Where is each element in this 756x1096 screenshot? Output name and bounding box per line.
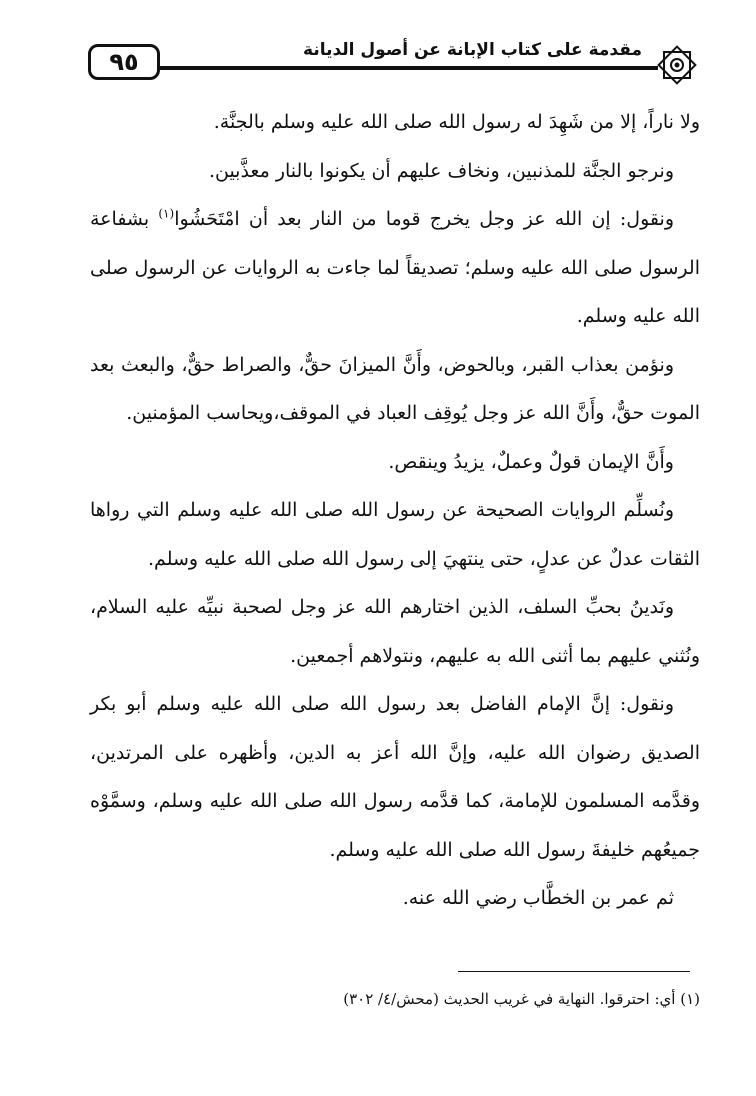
paragraph: ونُسلِّم الروايات الصحيحة عن رسول الله صلى الله عليه وسلم التي رواها الثقات عدلٌ عن عدلٍ، حتى ينتهيَ إلى رسول الله صلى الله عليه وسلم. <box>90 499 700 570</box>
paragraph: ولا ناراً، إلا من شَهِدَ له رسول الله صلى الله عليه وسلم بالجنَّة. <box>213 111 700 133</box>
star-ornament-icon <box>656 44 698 86</box>
footnote: (١) أي: احترقوا. النهاية في غريب الحديث (محش/٤/ ٣٠٢) <box>343 990 700 1008</box>
running-title: مقدمة على كتاب الإبانة عن أصول الديانة <box>303 40 642 60</box>
paragraph: ونرجو الجنَّة للمذنبين، ونخاف عليهم أن يكونوا بالنار معذَّبين. <box>208 159 674 182</box>
main-text <box>90 98 700 923</box>
paragraph: ونقول: إنَّ الإمام الفاضل بعد رسول الله صلى الله عليه وسلم أبو بكر الصديق رضوان الله عليه، وإنَّ الله أعز به الدين، وأظهره على المرتدين، وقدَّمه المسلمون للإمامة، كما قدَّمه رسول الله صلى الله عليه وسلم، وسمَّوْه جميعُهم خليفةَ رسول الله صلى الله عليه وسلم. <box>90 693 700 861</box>
paragraph: ونَدينُ بحبِّ السلف، الذين اختارهم الله عز وجل لصحبة نبيِّه عليه السلام، ونُثني عليهم بما أثنى الله به عليهم، ونتولاهم أجمعين. <box>90 596 700 667</box>
paragraph: وأَنَّ الإيمان قولٌ وعملٌ، يزيدُ وينقص. <box>388 450 674 473</box>
page-number: ٩٥ <box>88 44 160 80</box>
page-header <box>78 36 698 96</box>
paragraph: ونؤمن بعذاب القبر، وبالحوض، وأَنَّ الميزانَ حقٌّ، والصراط حقٌّ، والبعث بعد الموت حقٌّ، وأَنَّ الله عز وجل يُوقِف العباد في الموقف،ويحاسب المؤمنين. <box>90 353 700 424</box>
paragraph-text: بشفاعة الرسول صلى الله عليه وسلم؛ تصديقاً لما جاءت به الروايات عن الرسول صلى الله عليه وسلم. <box>90 208 700 327</box>
paragraph-text: ونقول: إن الله عز وجل يخرج قوما من النار بعد أن امْتَحَشُوا <box>174 208 675 230</box>
paragraph <box>90 195 700 341</box>
header-rule <box>160 66 658 70</box>
paragraph: ثم عمر بن الخطَّاب رضي الله عنه. <box>402 887 674 909</box>
footnote-reference: (١) <box>158 206 175 221</box>
footnote-separator <box>458 971 690 972</box>
